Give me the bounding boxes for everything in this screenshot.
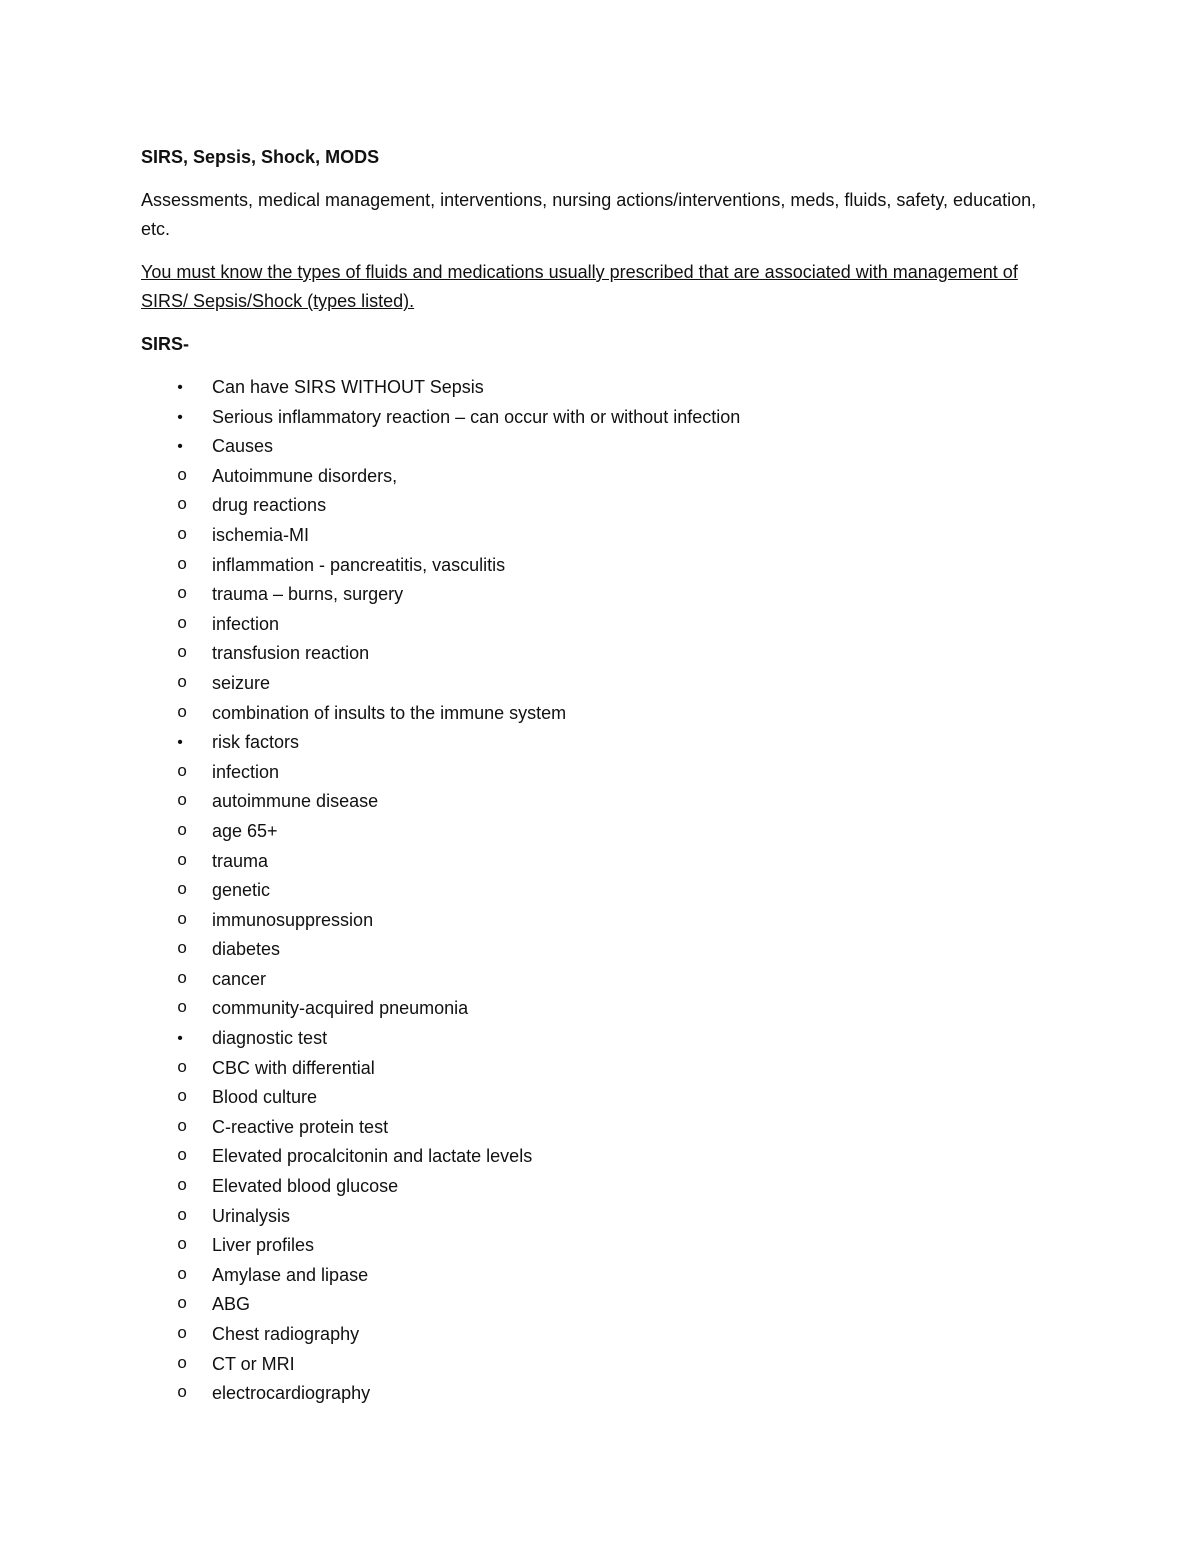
sub-list-item-text: cancer — [212, 968, 267, 989]
circle-bullet-icon: o — [177, 585, 188, 605]
sub-list-item-text: Urinalysis — [212, 1205, 291, 1226]
sub-list-item — [141, 787, 1041, 817]
sub-list-item-text: autoimmune disease — [212, 791, 379, 812]
sub-list-item — [141, 1290, 1041, 1320]
note-paragraph: You must know the types of fluids and medications usually prescribed that are associated with management of SIRS/ Sepsis/Shock (types listed). — [141, 262, 1018, 311]
sub-list-item-text: diabetes — [212, 939, 281, 960]
circle-bullet-icon: o — [177, 673, 188, 693]
list-item-text: Serious inflammatory reaction – can occur with or without infection — [212, 406, 741, 427]
sub-list-item — [141, 1113, 1041, 1143]
circle-bullet-icon: o — [177, 644, 188, 664]
sub-list-item — [141, 1350, 1041, 1380]
diagnostic-test-sublist-wrapper — [141, 1054, 1041, 1409]
sub-list-item — [141, 965, 1041, 995]
circle-bullet-icon: o — [177, 1117, 188, 1137]
circle-bullet-icon: o — [177, 703, 188, 723]
sub-list-item-text: combination of insults to the immune system — [212, 702, 567, 723]
circle-bullet-icon: o — [177, 821, 188, 841]
circle-bullet-icon: o — [177, 1058, 188, 1078]
circle-bullet-icon: o — [177, 1147, 188, 1167]
circle-bullet-icon: o — [177, 910, 188, 930]
sub-list-item-text: C-reactive protein test — [212, 1116, 389, 1137]
diagnostic-test-label: diagnostic test — [212, 1028, 328, 1049]
circle-bullet-icon: o — [177, 762, 188, 782]
sub-list-item-text: ischemia-MI — [212, 524, 310, 545]
circle-bullet-icon: o — [177, 1384, 188, 1404]
circle-bullet-icon: o — [177, 1265, 188, 1285]
sub-list-item-text: Elevated blood glucose — [212, 1176, 399, 1197]
circle-bullet-icon: o — [177, 496, 188, 516]
bullet-icon: • — [177, 438, 183, 456]
sub-list-item-text: Amylase and lipase — [212, 1264, 369, 1285]
sirs-list — [141, 373, 1041, 1409]
circle-bullet-icon: o — [177, 1236, 188, 1256]
circle-bullet-icon: o — [177, 1206, 188, 1226]
sub-list-item — [141, 639, 1041, 669]
causes-label: Causes — [212, 436, 274, 457]
sub-list-item-text: Elevated procalcitonin and lactate levels — [212, 1146, 533, 1167]
sub-list-item — [141, 906, 1041, 936]
sub-list-item-text: Blood culture — [212, 1087, 318, 1108]
sub-list-item — [141, 1261, 1041, 1291]
circle-bullet-icon: o — [177, 1354, 188, 1374]
sub-list-item-text: inflammation - pancreatitis, vasculitis — [212, 554, 506, 575]
sub-list-item-text: CT or MRI — [212, 1353, 295, 1374]
intro-paragraph: Assessments, medical management, interventions, nursing actions/interventions, meds, fluids, safety, education, etc. — [141, 190, 1037, 239]
sub-list-item — [141, 699, 1041, 729]
circle-bullet-icon: o — [177, 525, 188, 545]
sub-list-item — [141, 994, 1041, 1024]
sub-list-item — [141, 491, 1041, 521]
circle-bullet-icon: o — [177, 1177, 188, 1197]
sub-list-item — [141, 847, 1041, 877]
sub-list-item — [141, 1202, 1041, 1232]
sub-list-item-text: transfusion reaction — [212, 643, 370, 664]
circle-bullet-icon: o — [177, 614, 188, 634]
sub-list-item — [141, 1231, 1041, 1261]
bullet-icon: • — [177, 379, 183, 396]
sub-list-item-text: infection — [212, 761, 280, 782]
sub-list-item — [141, 521, 1041, 551]
bullet-icon: • — [177, 734, 183, 752]
circle-bullet-icon: o — [177, 466, 188, 486]
page-title: SIRS, Sepsis, Shock, MODS — [141, 147, 380, 167]
bullet-icon: • — [177, 408, 183, 426]
sub-list-item — [141, 758, 1041, 788]
causes-sublist — [141, 462, 1041, 728]
circle-bullet-icon: o — [177, 792, 188, 812]
list-item-text: Can have SIRS WITHOUT Sepsis — [212, 377, 484, 397]
circle-bullet-icon: o — [177, 555, 188, 575]
sub-list-item — [141, 551, 1041, 581]
list-item-causes — [141, 432, 1041, 462]
sub-list-item-text: immunosuppression — [212, 909, 374, 930]
sub-list-item — [141, 1172, 1041, 1202]
document-content — [141, 143, 1041, 1409]
sub-list-item-text: Chest radiography — [212, 1324, 360, 1344]
circle-bullet-icon: o — [177, 1295, 188, 1315]
causes-sublist-wrapper — [141, 462, 1041, 728]
circle-bullet-icon: o — [177, 969, 188, 989]
sub-list-item-text: drug reactions — [212, 495, 327, 516]
sub-list-item — [141, 935, 1041, 965]
sub-list-item-text: CBC with differential — [212, 1057, 375, 1078]
sub-list-item — [141, 817, 1041, 847]
circle-bullet-icon: o — [177, 881, 188, 901]
list-item-risk-factors — [141, 728, 1041, 758]
sub-list-item-text: genetic — [212, 880, 271, 901]
sub-list-item-text: trauma – burns, surgery — [212, 584, 404, 605]
sub-list-item-text: seizure — [212, 672, 271, 693]
sub-list-item-text: Liver profiles — [212, 1235, 315, 1256]
sub-list-item-text: trauma — [212, 850, 269, 871]
sub-list-item-text: ABG — [212, 1294, 251, 1315]
circle-bullet-icon: o — [177, 940, 188, 960]
list-item — [141, 373, 1041, 403]
circle-bullet-icon: o — [177, 851, 188, 871]
sub-list-item — [141, 580, 1041, 610]
list-item-diagnostic-test — [141, 1024, 1041, 1054]
section-heading-sirs: SIRS- — [141, 334, 190, 354]
sub-list-item — [141, 1054, 1041, 1084]
sub-list-item — [141, 1083, 1041, 1113]
circle-bullet-icon: o — [177, 1325, 188, 1344]
bullet-icon: • — [177, 1030, 183, 1048]
risk-factors-label: risk factors — [212, 732, 300, 753]
sub-list-item — [141, 610, 1041, 640]
list-item — [141, 403, 1041, 433]
risk-factors-sublist-wrapper — [141, 758, 1041, 1024]
sub-list-item — [141, 1142, 1041, 1172]
sub-list-item-text: community-acquired pneumonia — [212, 998, 469, 1019]
sub-list-item-text: Autoimmune disorders, — [212, 465, 398, 486]
sub-list-item — [141, 462, 1041, 492]
sub-list-item — [141, 669, 1041, 699]
diagnostic-test-sublist — [141, 1054, 1041, 1409]
circle-bullet-icon: o — [177, 999, 188, 1019]
circle-bullet-icon: o — [177, 1088, 188, 1108]
sub-list-item-text: age 65+ — [212, 820, 278, 841]
sub-list-item-text: electrocardiography — [212, 1383, 371, 1404]
sub-list-item — [141, 876, 1041, 906]
sub-list-item — [141, 1379, 1041, 1409]
risk-factors-sublist — [141, 758, 1041, 1024]
sub-list-item — [141, 1320, 1041, 1350]
sub-list-item-text: infection — [212, 613, 280, 634]
